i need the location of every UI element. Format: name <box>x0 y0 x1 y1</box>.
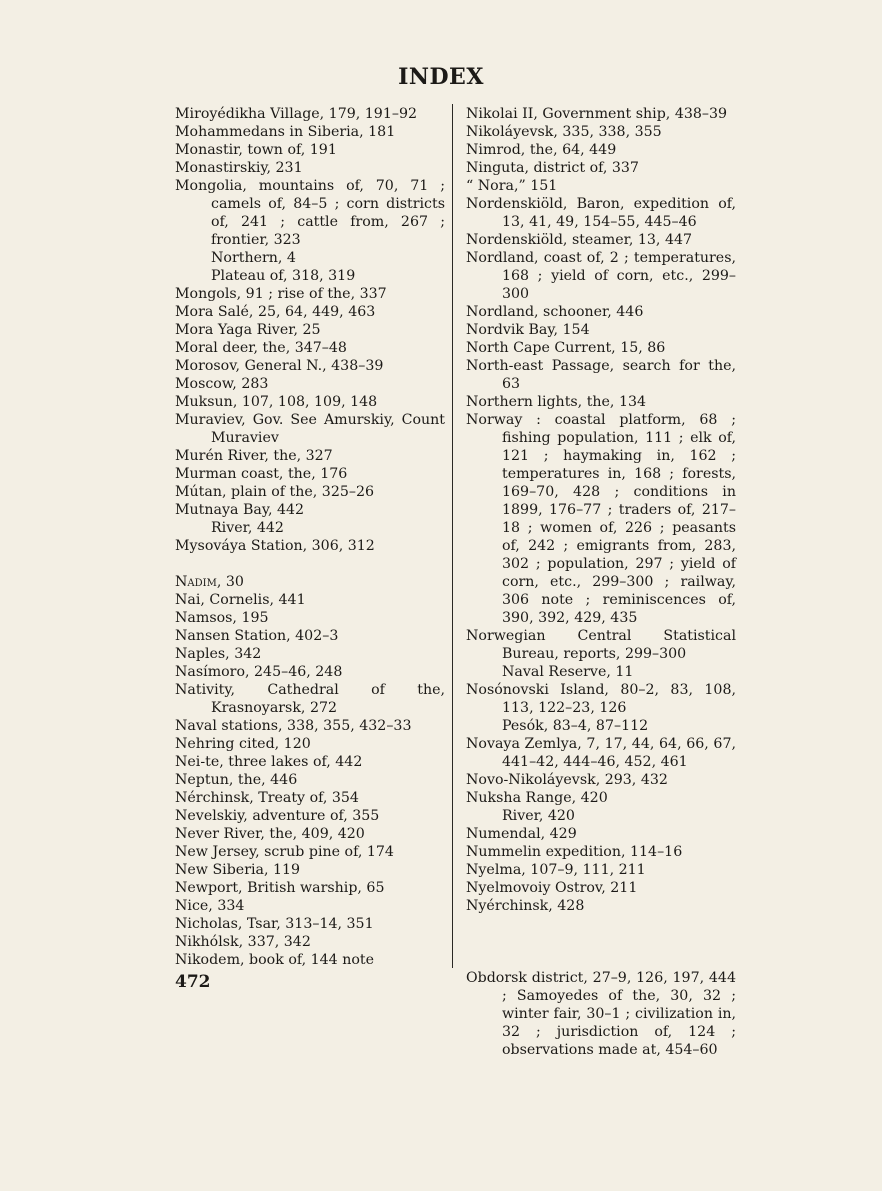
index-entry: Nérchinsk, Treaty of, 354 <box>175 790 359 806</box>
index-entry: Newport, British warship, 65 <box>175 880 385 896</box>
index-entry: Nice, 334 <box>175 898 245 914</box>
index-entry: Miroyédikha Village, 179, 191–92 <box>175 106 418 122</box>
index-entry: Nyérchinsk, 428 <box>466 898 585 914</box>
index-entry: Mútan, plain of the, 325–26 <box>175 484 375 500</box>
index-entry: Nadim, 30 <box>175 574 244 590</box>
index-entry: Nikodem, book of, 144 note <box>175 952 374 968</box>
index-subentry: River, 442 <box>211 520 284 536</box>
index-entry: Numendal, 429 <box>466 826 577 842</box>
index-entry: Nehring cited, 120 <box>175 736 311 752</box>
index-entry: Nasímoro, 245–46, 248 <box>175 664 343 680</box>
index-subentry: Pesók, 83–4, 87–112 <box>502 718 649 734</box>
index-entry: “ Nora,” 151 <box>466 178 558 194</box>
index-entry: Mongols, 91 ; rise of the, 337 <box>175 286 387 302</box>
column-divider <box>452 104 453 968</box>
index-entry: Nyelmovoiy Ostrov, 211 <box>466 880 638 896</box>
index-entry: Ninguta, district of, 337 <box>466 160 639 176</box>
index-entry: Nei-te, three lakes of, 442 <box>175 754 363 770</box>
index-entry: Murén River, the, 327 <box>175 448 333 464</box>
index-entry: Nansen Station, 402–3 <box>175 628 339 644</box>
index-entry: Obdorsk district, 27–9, 126, 197, 444 ; Samoyedes of the, 30, 32 ; winter fair, 30–1 ; civilization in, 32 ; jurisdiction of, 124 ; observations made at, 454–60 <box>466 970 736 1058</box>
index-entry: Mora Salé, 25, 64, 449, 463 <box>175 304 376 320</box>
index-entry: Neptun, the, 446 <box>175 772 298 788</box>
index-entry: Nimrod, the, 64, 449 <box>466 142 617 158</box>
index-entry: Never River, the, 409, 420 <box>175 826 365 842</box>
index-entry: Mora Yaga River, 25 <box>175 322 321 338</box>
index-entry: New Jersey, scrub pine of, 174 <box>175 844 394 860</box>
index-entry: Nai, Cornelis, 441 <box>175 592 306 608</box>
index-entry: Mutnaya Bay, 442 <box>175 502 305 518</box>
index-entry: New Siberia, 119 <box>175 862 301 878</box>
index-entry: Nummelin expedition, 114–16 <box>466 844 683 860</box>
index-entry: Novo-Nikoláyevsk, 293, 432 <box>466 772 668 788</box>
index-entry: Novaya Zemlya, 7, 17, 44, 64, 66, 67, 441–42, 444–46, 452, 461 <box>466 736 736 770</box>
index-entry: Mongolia, mountains of, 70, 71 ; camels of, 84–5 ; corn districts of, 241 ; cattle from, 267 ; frontier, 323 <box>175 178 445 248</box>
index-entry: Nicholas, Tsar, 313–14, 351 <box>175 916 374 932</box>
index-entry: Nyelma, 107–9, 111, 211 <box>466 862 646 878</box>
index-entry: Nordland, schooner, 446 <box>466 304 644 320</box>
index-entry: Nuksha Range, 420 <box>466 790 608 806</box>
index-entry: Naples, 342 <box>175 646 262 662</box>
index-entry: Monastirskiy, 231 <box>175 160 303 176</box>
index-subentry: Northern, 4 <box>211 250 296 266</box>
section-gap <box>466 915 736 969</box>
index-entry: Naval stations, 338, 355, 432–33 <box>175 718 412 734</box>
index-entry: Nevelskiy, adventure of, 355 <box>175 808 380 824</box>
page-number: 472 <box>175 972 211 992</box>
index-entry: Nordenskiöld, steamer, 13, 447 <box>466 232 693 248</box>
index-entry: Murman coast, the, 176 <box>175 466 348 482</box>
index-entry: Morosov, General N., 438–39 <box>175 358 384 374</box>
index-entry: Norwegian Central Statistical Bureau, reports, 299–300 <box>466 628 736 662</box>
index-entry: Namsos, 195 <box>175 610 269 626</box>
index-entry: North-east Passage, search for the, 63 <box>466 358 736 392</box>
index-entry: Nosónovski Island, 80–2, 83, 108, 113, 122–23, 126 <box>466 682 736 716</box>
index-entry: Nikoláyevsk, 335, 338, 355 <box>466 124 662 140</box>
page-title: INDEX <box>398 64 484 90</box>
index-entry: North Cape Current, 15, 86 <box>466 340 666 356</box>
index-entry: Nikhólsk, 337, 342 <box>175 934 311 950</box>
index-column-right <box>466 105 736 1059</box>
index-entry: Muksun, 107, 108, 109, 148 <box>175 394 378 410</box>
index-subentry: River, 420 <box>502 808 575 824</box>
index-entry: Monastir, town of, 191 <box>175 142 337 158</box>
index-subentry: Naval Reserve, 11 <box>502 664 634 680</box>
index-entry: Nordenskiöld, Baron, expedition of, 13, 41, 49, 154–55, 445–46 <box>466 196 736 230</box>
index-entry: Northern lights, the, 134 <box>466 394 647 410</box>
index-entry: Mysováya Station, 306, 312 <box>175 538 375 554</box>
section-gap <box>175 555 445 573</box>
index-entry: Nordvik Bay, 154 <box>466 322 590 338</box>
index-column-left <box>175 105 445 969</box>
index-subentry: Plateau of, 318, 319 <box>211 268 356 284</box>
index-entry: Nordland, coast of, 2 ; temperatures, 168 ; yield of corn, etc., 299–300 <box>466 250 736 302</box>
index-entry: Moscow, 283 <box>175 376 269 392</box>
index-entry: Moral deer, the, 347–48 <box>175 340 347 356</box>
index-entry: Norway : coastal platform, 68 ; fishing population, 111 ; elk of, 121 ; haymaking in, 162 ; temperatures in, 168 ; forests, 169–70, 428 ; conditions in 1899, 176–77 ; traders of, 217–18 ; women of, 226 ; peasants of, 242 ; emigrants from, 283, 302 ; population, 297 ; yield of corn, etc., 299–300 ; railway, 306 note ; reminiscences of, 390, 392, 429, 435 <box>466 412 736 626</box>
index-entry: Nativity, Cathedral of the, Krasnoyarsk, 272 <box>175 682 445 716</box>
index-entry: Nikolai II, Government ship, 438–39 <box>466 106 728 122</box>
index-entry: Muraviev, Gov. See Amurskiy, Count Muraviev <box>175 412 445 446</box>
index-entry: Mohammedans in Siberia, 181 <box>175 124 396 140</box>
